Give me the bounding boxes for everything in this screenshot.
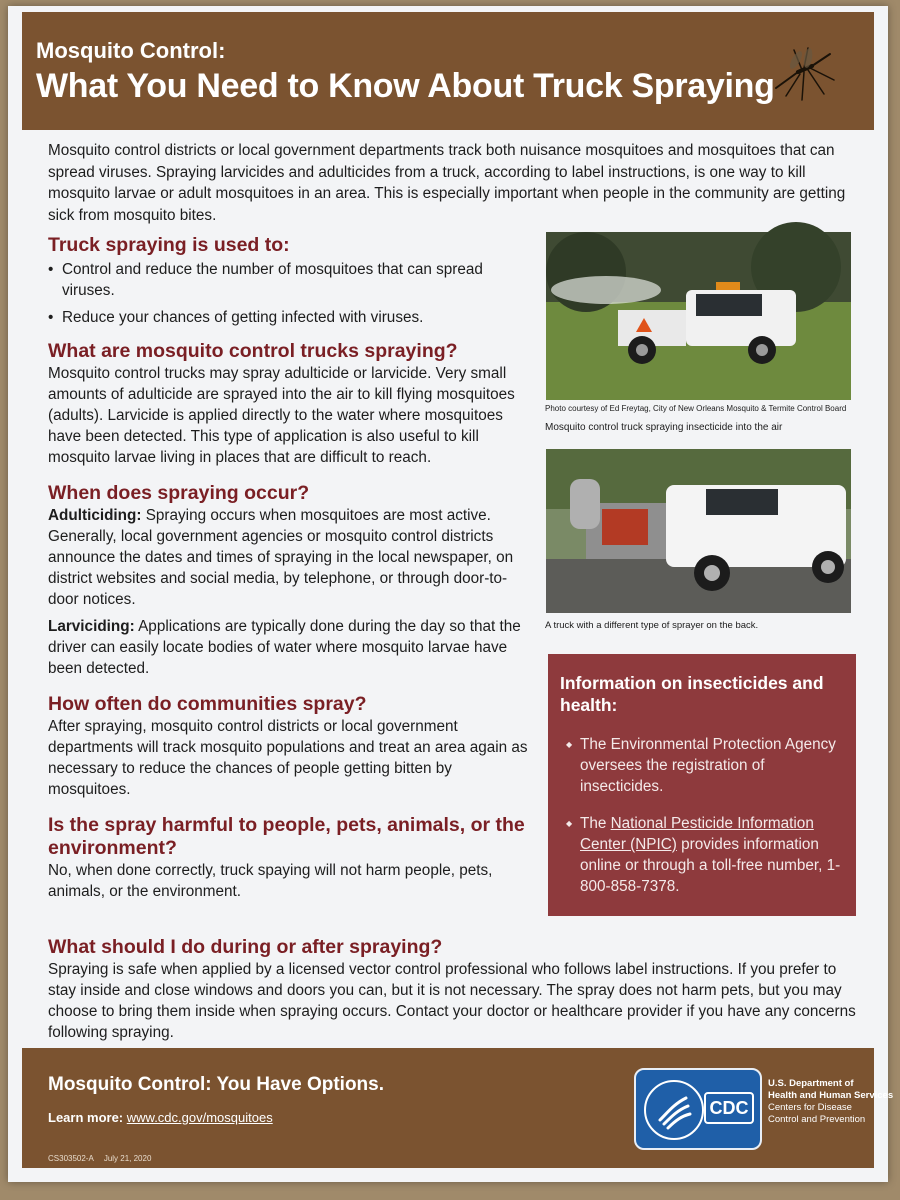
truck-photo-2-image [546,449,851,613]
heading-when: When does spraying occur? [48,482,310,504]
info-item-npic [566,813,848,897]
heading-used-to: Truck spraying is used to: [48,234,290,256]
document-code [48,1154,161,1163]
used-to-list [48,259,528,328]
page-title: What You Need to Know About Truck Spraying [36,67,775,105]
department-text [768,1078,894,1126]
during-after-section [48,936,858,1043]
left-column [48,234,528,902]
flyer-page [8,6,894,1182]
info-item-epa: ◆ The Environmental Protection Agency oversees the registration of insecticides. [566,734,848,797]
truck-photo-1 [546,232,851,400]
cdc-wordmark: CDC [704,1092,754,1124]
info-box-list [566,734,848,913]
larviciding-body: Applications are typically done during the day so that the driver can easily locate bodies of water where mosquito larvae have been detected. [48,618,521,677]
harmful-body: No, when done correctly, truck spaying will not harm people, pets, animals, or the environment. [48,862,493,900]
dept-line-2: Health and Human Services [768,1090,894,1101]
dept-line-3: Centers for Disease [768,1102,852,1113]
learn-more-link[interactable]: www.cdc.gov/mosquitoes [126,1110,273,1125]
heading-during-after: What should I do during or after spraying? [48,936,443,958]
larviciding-label: Larviciding: [48,618,135,635]
footer-banner [22,1048,894,1168]
cdc-logo [634,1068,762,1150]
npic-link[interactable]: National Pesticide Information Center (NPIC) [580,815,814,853]
header-kicker: Mosquito Control: [36,38,226,63]
truck-photo-1-image [546,232,851,400]
header-banner [22,12,874,130]
doc-code: CS303502-A [48,1154,94,1163]
learn-more-label: Learn more: [48,1110,127,1125]
dept-line-4: Control and Prevention [768,1114,866,1125]
heading-what-spraying: What are mosquito control trucks spraying? [48,340,458,362]
footer-slogan: Mosquito Control: You Have Options. [48,1074,385,1095]
list-item: • Reduce your chances of getting infected with viruses. [48,307,528,328]
dept-line-1: U.S. Department of [768,1078,854,1089]
heading-how-often: How often do communities spray? [48,693,367,715]
heading-harmful: Is the spray harmful to people, pets, animals, or the environment? [48,814,525,859]
npic-suffix: provides information online or through a toll-free number, 1-800-858-7378. [580,836,841,895]
photo2-caption: A truck with a different type of sprayer on the back. [545,620,759,631]
hhs-eagle-icon [644,1080,704,1140]
larviciding-paragraph [48,616,528,679]
adulticiding-body: Spraying occurs when mosquitoes are most active. Generally, local government agencies or mosquito control districts announce the dates and times of spraying in the local newspaper, on district websites and social media, by telephone, or through door-to-door notices. [48,507,514,608]
info-box [548,654,856,916]
learn-more [48,1110,273,1125]
npic-prefix: The [580,815,611,832]
during-after-body: Spraying is safe when applied by a licensed vector control professional who follows label instructions. If you prefer to stay inside and close windows and doors you can, but it is not necessary. The spray does not harm pets, but you may choose to bring them inside when spraying occurs. Contact your doctor or healthcare provider if you have any concerns following spraying. [48,961,856,1041]
doc-date: July 21, 2020 [103,1154,152,1163]
adulticiding-paragraph [48,505,528,610]
how-often-body: After spraying, mosquito control districts or local government departments will track mosquito populations and treat an area again as necessary to reduce the chances of people getting bitten by mosquitoes. [48,718,528,798]
adulticiding-label: Adulticiding: [48,507,142,524]
list-item: • Control and reduce the number of mosquitoes that can spread viruses. [48,259,528,301]
info-box-title: Information on insecticides and health: [560,673,824,715]
photo1-caption: Mosquito control truck spraying insecticide into the air [545,422,783,433]
what-spraying-body: Mosquito control trucks may spray adulticide or larvicide. Very small amounts of adulticide are sprayed into the air to kill flying mosquitoes (adults). Larvicide is applied directly to the water where mosquitoes have been detected. This type of application is also useful to kill mosquito larvae living in places that are difficult to reach. [48,365,515,466]
truck-photo-2 [546,449,851,613]
mosquito-icon [768,44,838,104]
photo1-credit: Photo courtesy of Ed Freytag, City of New Orleans Mosquito & Termite Control Board [545,404,847,413]
intro-paragraph: Mosquito control districts or local government departments track both nuisance mosquitoes and mosquitoes that can spread viruses. Spraying larvicides and adulticides from a truck, according to label instructions, is one way to kill mosquito larvae or adult mosquitoes in an area. This is especially important when people in the community are getting sick from mosquito bites. [48,142,846,224]
